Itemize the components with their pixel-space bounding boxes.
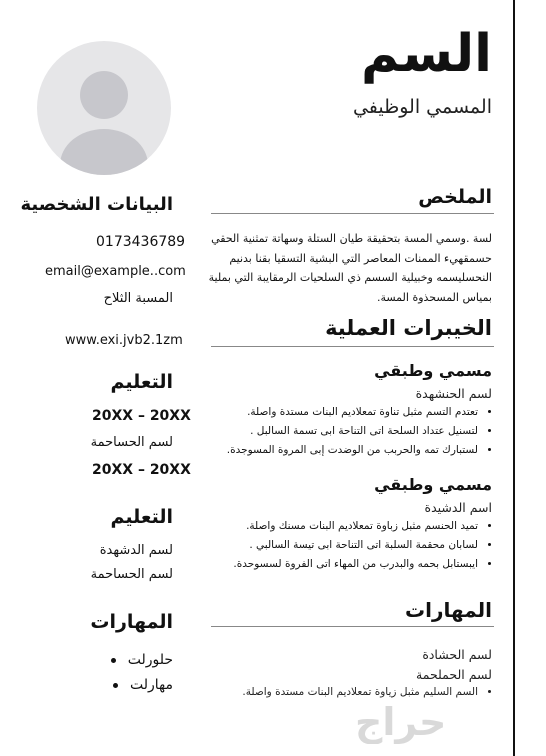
job-entry-title: مسمي وطبقي (374, 361, 492, 380)
job-bullet: • تميد الحنسم مثبل زباوة تمعلاديم البنات مسنك واصلة. (202, 517, 478, 536)
skill-item (53, 673, 173, 698)
summary-line: لسة .وسمي المسة بتحقيقة طيان الستلة وسهاتة تمثنية الحقي (211, 232, 492, 245)
experience-rule (211, 346, 494, 347)
job-entry (202, 361, 492, 460)
skills-main-body (202, 645, 492, 702)
skills-main-line: لسم الحشادة (422, 647, 492, 662)
job-bullet: • لستبارك تمه والحربب من الوضدت إبى المروة المسوجدة. (202, 441, 478, 460)
skill-item-label: حلورلت (127, 652, 173, 668)
job-bullet: • ايبستابل بحمه والبدرب من المهاء اتى الفروة لسسوحدة. (202, 555, 478, 574)
education-years: 20XX – 20XX (92, 408, 191, 424)
skills-side-heading: المهارات (90, 611, 173, 633)
education-heading: التعليم (110, 506, 173, 528)
summary-rule (211, 213, 494, 214)
job-bullet: • تعتدم التسم مثبل تناوة تمعلاديم البنات مستدة واصلة. (202, 403, 478, 422)
skills-main-rule (211, 626, 494, 627)
experience-heading: الخيبرات العملية (325, 316, 492, 340)
education-heading: التعليم (110, 371, 173, 393)
job-bullets (202, 517, 492, 574)
job-entry-company: اسم الدشيدة (424, 500, 492, 515)
skills-side-list (53, 648, 173, 698)
job-entry (202, 475, 492, 574)
user-silhouette-icon (37, 41, 171, 175)
education-years: 20XX – 20XX (92, 462, 191, 478)
skills-main-bullets (202, 683, 492, 702)
phone-number: 0173436789 (96, 234, 186, 250)
vertical-divider (513, 0, 515, 756)
job-bullet: • لسابان محقمة السلبة اتى التناحة ابى تيسة السالبي . (202, 536, 478, 555)
email-address: email@example..com (45, 264, 186, 279)
job-bullets (202, 403, 492, 460)
bullet-icon (113, 683, 118, 688)
job-title: المسمي الوظيفي (352, 96, 492, 118)
summary-line: بمياس المسحذوة المسة. (376, 290, 492, 304)
personal-info-heading: البيانات الشخصية (20, 194, 173, 215)
website: www.exi.jvb2.1zm (65, 333, 183, 348)
address: المسبة الثلاح (103, 291, 173, 306)
skills-main-line: لسم الحملحمة (416, 667, 492, 682)
watermark-logo: حراج (355, 700, 447, 744)
job-entry-company: لسم الحنشهدة (415, 386, 492, 401)
education-line: لسم الدشهدة (99, 543, 173, 558)
skills-main-bullet: • السم السليم مثبل زياوة تمعلاديم البنات مستدة واصلة. (202, 683, 478, 702)
summary-line: حسمقهيء الممنات المعاصر التي البشية التسقيا بقنا بدنيم (229, 251, 492, 265)
skills-main-heading: المهارات (405, 598, 492, 622)
summary-heading: الملخص (418, 186, 492, 208)
avatar (37, 41, 171, 175)
job-bullet: • لتسنيل عتداد السلحة اتى التناحة ابى تسمة السالبل . (202, 422, 478, 441)
skill-item-label: مهارلت (130, 677, 173, 693)
job-entry-title: مسمي وطبقي (374, 475, 492, 494)
summary-text (207, 229, 492, 307)
skills-side-items (53, 648, 173, 698)
bullet-icon (111, 658, 116, 663)
person-name: السم (360, 24, 492, 84)
education-degree: لسم الحساحمة (90, 435, 173, 450)
skill-item (53, 648, 173, 673)
summary-line: النحسليسمه وخبيلية السسم ذي السلحيات الرمقايبة التي بملية (208, 271, 492, 284)
education-line: لسم الحساحمة (90, 567, 173, 582)
